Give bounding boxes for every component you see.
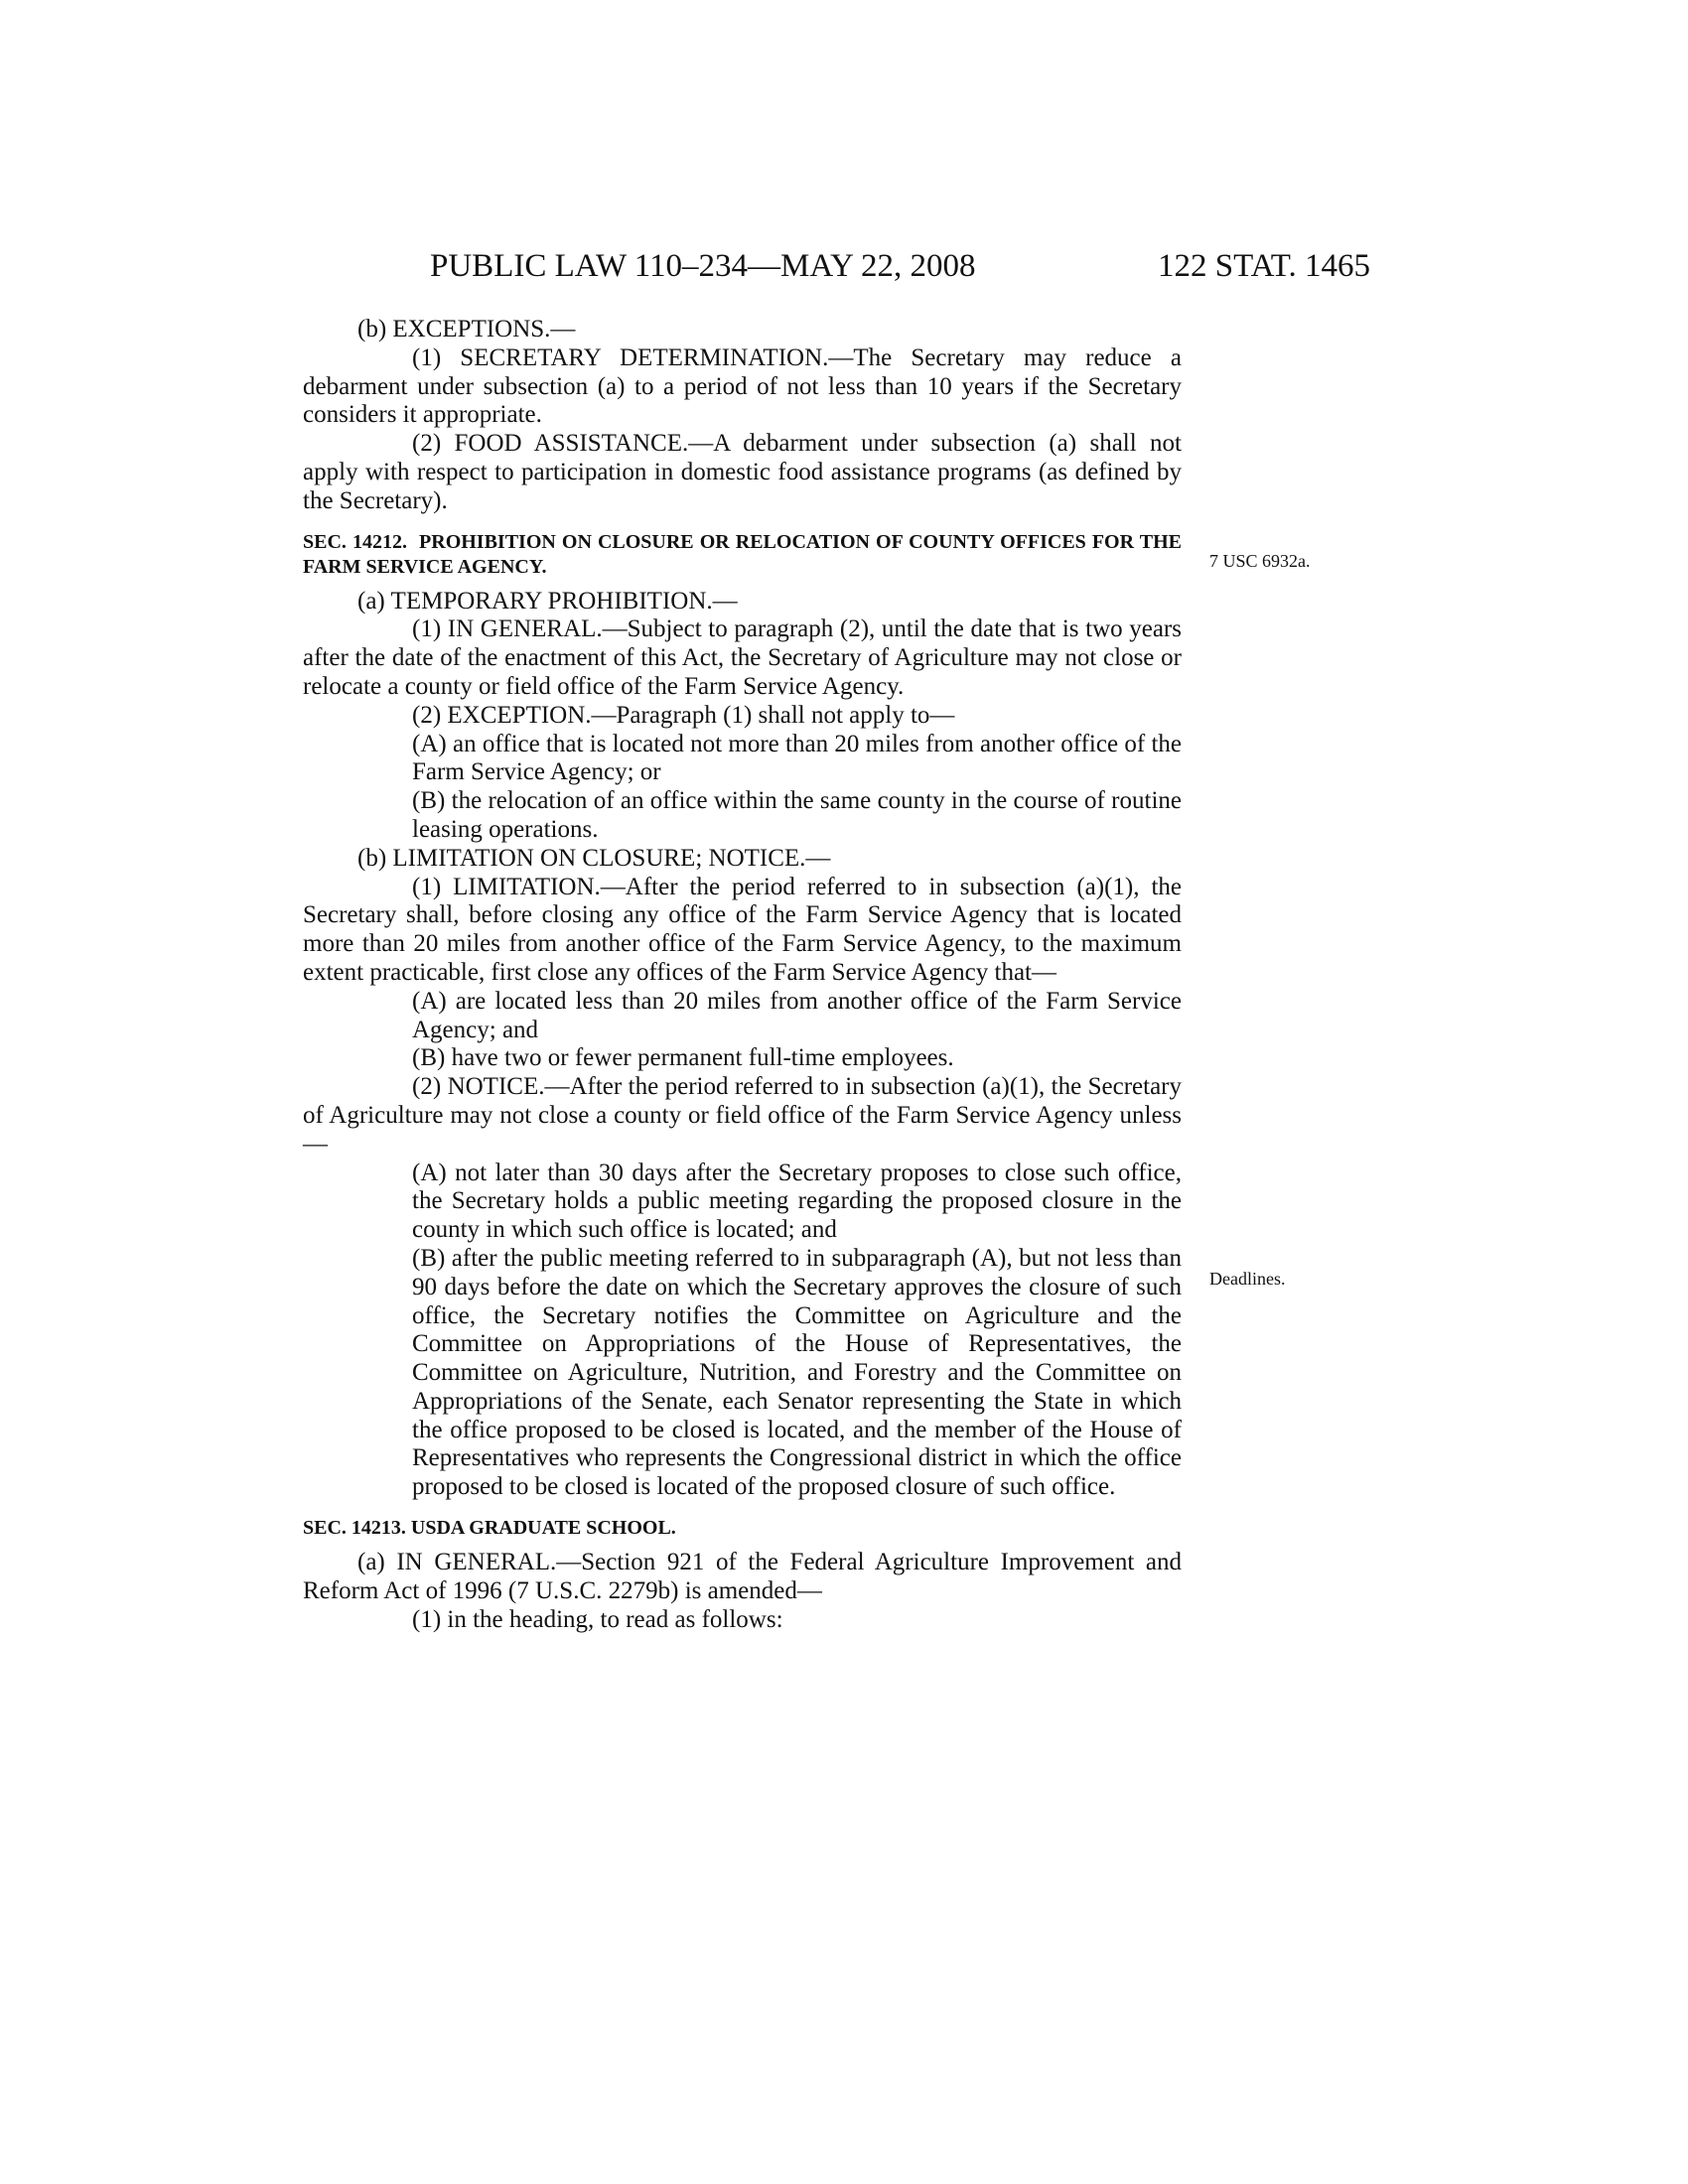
margin-note-deadlines: Deadlines. <box>1209 1269 1286 1289</box>
paragraph-c1-heading: (1) in the heading, to read as follows: <box>412 1605 783 1633</box>
margin-note-usc-citation: 7 USC 6932a. <box>1209 551 1311 571</box>
section-14212-title: PROHIBITION ON CLOSURE OR RELOCATION OF COUNTY OFFICES FOR THE FARM SERVICE AGENCY. <box>303 530 1182 578</box>
subsection-a-temporary-prohibition: (a) TEMPORARY PROHIBITION.— <box>357 587 738 614</box>
subparagraph-a2A-text: (A) an office that is located not more than 20 miles from another office of the Farm Service Agency; or <box>412 730 1182 786</box>
subparagraph-a2A <box>303 731 1182 788</box>
section-14212-heading <box>303 530 1182 580</box>
paragraph-b2-food-assistance: (2) FOOD ASSISTANCE.—A debarment under subsection (a) shall not apply with respect to participation in domestic food assistance programs (as defined by the Secretary). <box>303 430 1182 514</box>
subparagraph-b1B <box>303 1044 1182 1073</box>
subparagraph-b2B <box>303 1245 1182 1502</box>
subparagraph-b2A <box>303 1160 1182 1245</box>
subparagraph-b1B-text: (B) have two or fewer permanent full-time employees. <box>412 1044 954 1072</box>
section-14212-number: SEC. 14212. <box>303 530 407 553</box>
subparagraph-b2B-text: (B) after the public meeting referred to in subparagraph (A), but not less than 90 days before the date on which the Secretary approves the closure of such office, the Secretary notifies the Committee on Agriculture and the Committee on Appropriations of the House of Representatives, the Committee on Agriculture, Nutrition, and Forestry and the Committee on Appropriations of the Senate, each Senator representing the State in which the office proposed to be closed is located, and the member of the House of Representatives who represents the Congressional district in which the office proposed to be closed is located of the proposed closure of such office. <box>412 1244 1182 1501</box>
subparagraph-b1A <box>303 988 1182 1045</box>
subparagraph-a2B <box>303 787 1182 845</box>
subparagraph-a2B-text: (B) the relocation of an office within the same county in the course of routine leasing operations. <box>412 787 1182 843</box>
paragraph-b2-notice: (2) NOTICE.—After the period referred to in subsection (a)(1), the Secretary of Agriculture may not close a county or field office of the Farm Service Agency unless— <box>303 1073 1182 1158</box>
paragraph-a2-exception: (2) EXCEPTION.—Paragraph (1) shall not apply to— <box>412 701 955 729</box>
paragraph-b1-limitation: (1) LIMITATION.—After the period referred to in subsection (a)(1), the Secretary shall, before closing any office of the Farm Service Agency that is located more than 20 miles from another office of the Farm Service Agency, to the maximum extent practicable, first close any offices of the Farm Service Agency that— <box>303 873 1182 986</box>
paragraph-a1-in-general: (1) IN GENERAL.—Subject to paragraph (2), until the date that is two years after the date of the enactment of this Act, the Secretary of Agriculture may not close or relocate a county or field office of the Farm Service Agency. <box>303 615 1182 700</box>
public-law-citation: PUBLIC LAW 110–234—MAY 22, 2008 <box>430 248 976 284</box>
subparagraph-b2A-text: (A) not later than 30 days after the Secretary proposes to close such office, the Secretary holds a public meeting regarding the proposed closure in the county in which such office is located; and <box>412 1159 1182 1244</box>
document-body <box>303 316 1182 1634</box>
statute-page-number: 122 STAT. 1465 <box>1157 248 1370 284</box>
page-header <box>303 248 1370 292</box>
subsection-b-exceptions: (b) EXCEPTIONS.— <box>357 316 576 342</box>
subparagraph-b1A-text: (A) are located less than 20 miles from another office of the Farm Service Agency; and <box>412 987 1182 1043</box>
subsection-b-limitation-notice: (b) LIMITATION ON CLOSURE; NOTICE.— <box>357 844 831 872</box>
paragraph-b1-secretary-determination: (1) SECRETARY DETERMINATION.—The Secretary may reduce a debarment under subsection (a) to a period of not less than 10 years if the Secretary considers it appropriate. <box>303 343 1182 429</box>
section-14213-heading: SEC. 14213. USDA GRADUATE SCHOOL. <box>303 1517 676 1540</box>
subsection-c-a-in-general: (a) IN GENERAL.—Section 921 of the Federal Agriculture Improvement and Reform Act of 1996 (7 U.S.C. 2279b) is amended— <box>303 1549 1182 1604</box>
